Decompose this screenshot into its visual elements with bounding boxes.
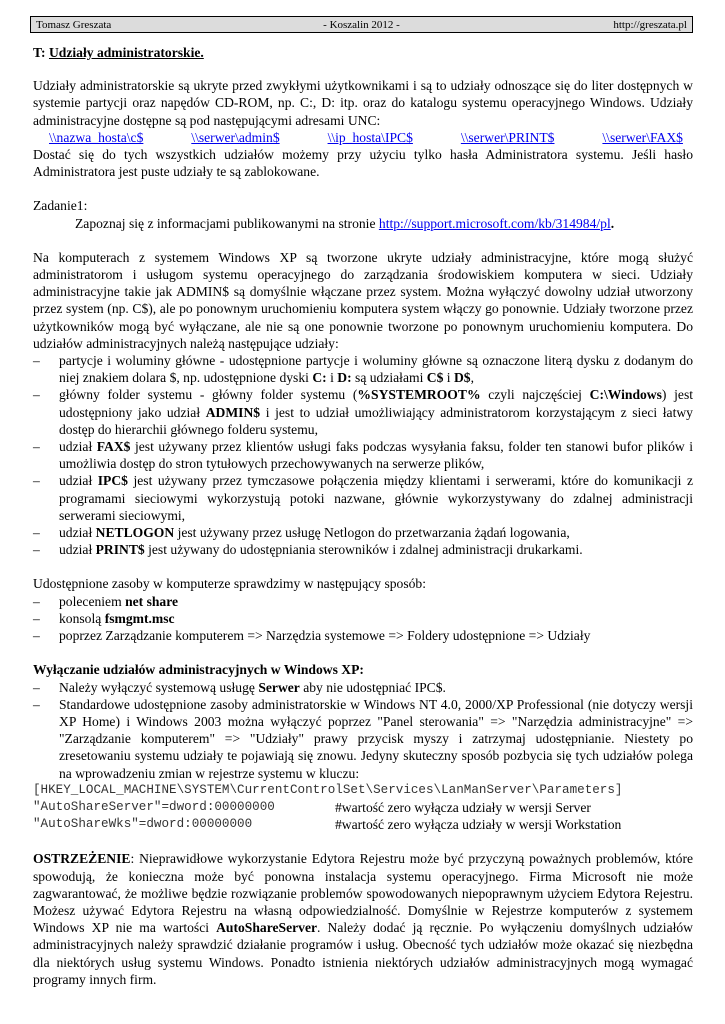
check-paragraph: Udostępnione zasoby w komputerze sprawdzimy w następujący sposób: xyxy=(33,576,426,592)
document-body xyxy=(33,44,693,988)
list-item: – poleceniem net share xyxy=(33,593,179,609)
list-item: – udział FAX$ jest używany przez klientów usługi faks podczas wysyłania faksu, folder ten stanowi bufor plików i umożliwia dostęp do stron tytułowych przechowywanych na serwerze plików, xyxy=(33,439,693,472)
unc-address-list xyxy=(33,129,693,146)
header-place-year: - Koszalin 2012 - xyxy=(323,19,400,31)
winxp-paragraph: Na komputerach z systemem Windows XP są tworzone ukryte udziały administracyjne, które mogą służyć administratorom i usługom systemu operacyjnego do zarządzania środowiskiem komputera w sieci. Udziały administracyjne takie jak ADMIN$ są domyślnie włączane przez system. Można wyłączyć dowolny udział utworzony przez system (np. C$), ale po ponownym uruchomieniu komputera system włączy go ponownie. Udziały tworzone przez użytkowników mogą być wyłączane, ale nie są one ponownie tworzone po ponownym uruchomieniu komputera. Do udziałów administracyjnych należą następujące udziały: xyxy=(33,249,693,351)
list-item: – poprzez Zarządzanie komputerem => Narzędzia systemowe => Foldery udostępnione => Udziały xyxy=(33,628,591,644)
list-item: – Należy wyłączyć systemową usługę Serwer aby nie udostępniać IPC$. xyxy=(33,679,446,695)
list-item: – konsolą fsmgmt.msc xyxy=(33,610,175,626)
admin-shares-list xyxy=(33,352,693,558)
disable-heading: Wyłączanie udziałów administracyjnych w Windows XP: xyxy=(33,662,364,678)
task-text: Zapoznaj się z informacjami publikowanymi na stronie http://support.microsoft.com/kb/314984/pl. xyxy=(75,215,615,231)
registry-row xyxy=(33,799,693,816)
page-title: T: Udziały administratorskie. xyxy=(33,45,204,60)
list-item: – udział PRINT$ jest używany do udostępniania sterowników i zdalnej administracji drukarkami. xyxy=(33,542,583,558)
list-item: – udział IPC$ jest używany przez tymczasowe połączenia między klientami i serwerami, które do komunikacji z programami sieciowymi wykorzystują potoki nazwane, głównie wykorzystywany do zdalnej administracji serwerami sieciowymi, xyxy=(33,473,693,523)
header-url: http://greszata.pl xyxy=(613,19,687,31)
registry-row xyxy=(33,816,693,833)
warning-paragraph: OSTRZEŻENIE: Nieprawidłowe wykorzystanie Edytora Rejestru może być przyczyną poważnych problemów, które spowodują, że konieczna może być ponowna instalacja systemu operacyjnego. Firma Microsoft nie może zagwarantować, że możliwe będzie rozwiązanie problemów spowodowanych niepoprawnym użyciem Edytora Rejestru. Możesz używać Edytora Rejestru na własną odpowiedzialność. Domyślnie w Rejestrze komputerów z systemem Windows XP nie ma wartości AutoShareServer. Należy dodać ją ręcznie. Po wyłączeniu domyślnych udziałów administracyjnych należy sprawdzić działanie programów i usług. Obecność tych udziałów może okazać się niezbędna dla niektórych usług systemu Windows. Ponadto istnienia niektórych udziałów administracyjnych mogą wymagać programy innych firm. xyxy=(33,851,693,987)
page-header xyxy=(30,16,693,33)
support-link[interactable]: http://support.microsoft.com/kb/314984/pl xyxy=(378,215,611,231)
disable-list xyxy=(33,679,693,782)
unc-link[interactable]: \\serwer\FAX$ xyxy=(602,129,683,145)
title-text: Udziały administratorskie. xyxy=(48,45,204,60)
registry-comment: #wartość zero wyłącza udziały w wersji Workstation xyxy=(335,817,622,833)
warning-label: OSTRZEŻENIE xyxy=(33,851,131,867)
registry-value: "AutoShareServer"=dword:00000000 xyxy=(33,799,275,814)
intro-paragraph: Udziały administratorskie są ukryte przed zwykłymi użytkownikami i są to udziały odnoszące się do liter dostępnych w systemie partycji oraz napędów CD-ROM, np. C:, D: itp. oraz do katalogu systemu operacyjnego Windows. Udziały administracyjne dostępne są pod następującymi adresami UNC: xyxy=(33,78,693,128)
task-label: Zadanie1: xyxy=(33,198,88,214)
header-author: Tomasz Greszata xyxy=(36,19,112,31)
list-item: – partycje i woluminy główne - udostępnione partycje i woluminy główne są oznaczone literą dysku z dodanym do niej znakiem dolara $, np. udostępnione dyski C: i D: są udziałami C$ i D$, xyxy=(33,353,693,386)
unc-link[interactable]: \\ip_hosta\IPC$ xyxy=(327,129,413,145)
unc-link[interactable]: \\nazwa_hosta\c$ xyxy=(49,129,144,145)
registry-value: "AutoShareWks"=dword:00000000 xyxy=(33,817,253,832)
registry-comment: #wartość zero wyłącza udziały w wersji Server xyxy=(335,799,591,815)
unc-link[interactable]: \\serwer\PRINT$ xyxy=(460,129,555,145)
list-item: – udział NETLOGON jest używany przez usługę Netlogon do przetwarzania żądań logowania, xyxy=(33,525,570,541)
list-item: – Standardowe udostępnione zasoby administratorskie w Windows NT 4.0, 2000/XP Professional (nie dotyczy wersji XP Home) i Windows 2003 można wyłączyć poprzez "Panel sterowania" => "Narzędzia administracyjne" => "Zarządzanie komputerem" => "Udziały" prawy przycisk myszy i zatrzymaj udostępnianie. Niestety po zresetowaniu systemu udziały te pojawiają się znowu. Jedyny skuteczny sposób pozbycia się tych udziałów polega na wprowadzeniu zmian w rejestrze systemu w kluczu: xyxy=(33,696,693,781)
list-item: – główny folder systemu - główny folder systemu (%SYSTEMROOT% czyli najczęściej C:\Windows) jest udostępniony jako udział ADMIN$ i jest to udział umożliwiający administratorom korzystającym z sieci łatwy dostęp do hierarchii głównego folderu systemu, xyxy=(33,387,694,437)
unc-link[interactable]: \\serwer\admin$ xyxy=(191,129,280,145)
registry-key: [HKEY_LOCAL_MACHINE\SYSTEM\CurrentControlSet\Services\LanManServer\Parameters] xyxy=(33,782,623,797)
check-methods-list xyxy=(33,593,693,645)
intro-after-paragraph: Dostać się do tych wszystkich udziałów możemy przy użyciu tylko hasła Administratora systemu. Jeśli hasło Administratora jest puste udziały te są zablokowane. xyxy=(33,147,693,180)
